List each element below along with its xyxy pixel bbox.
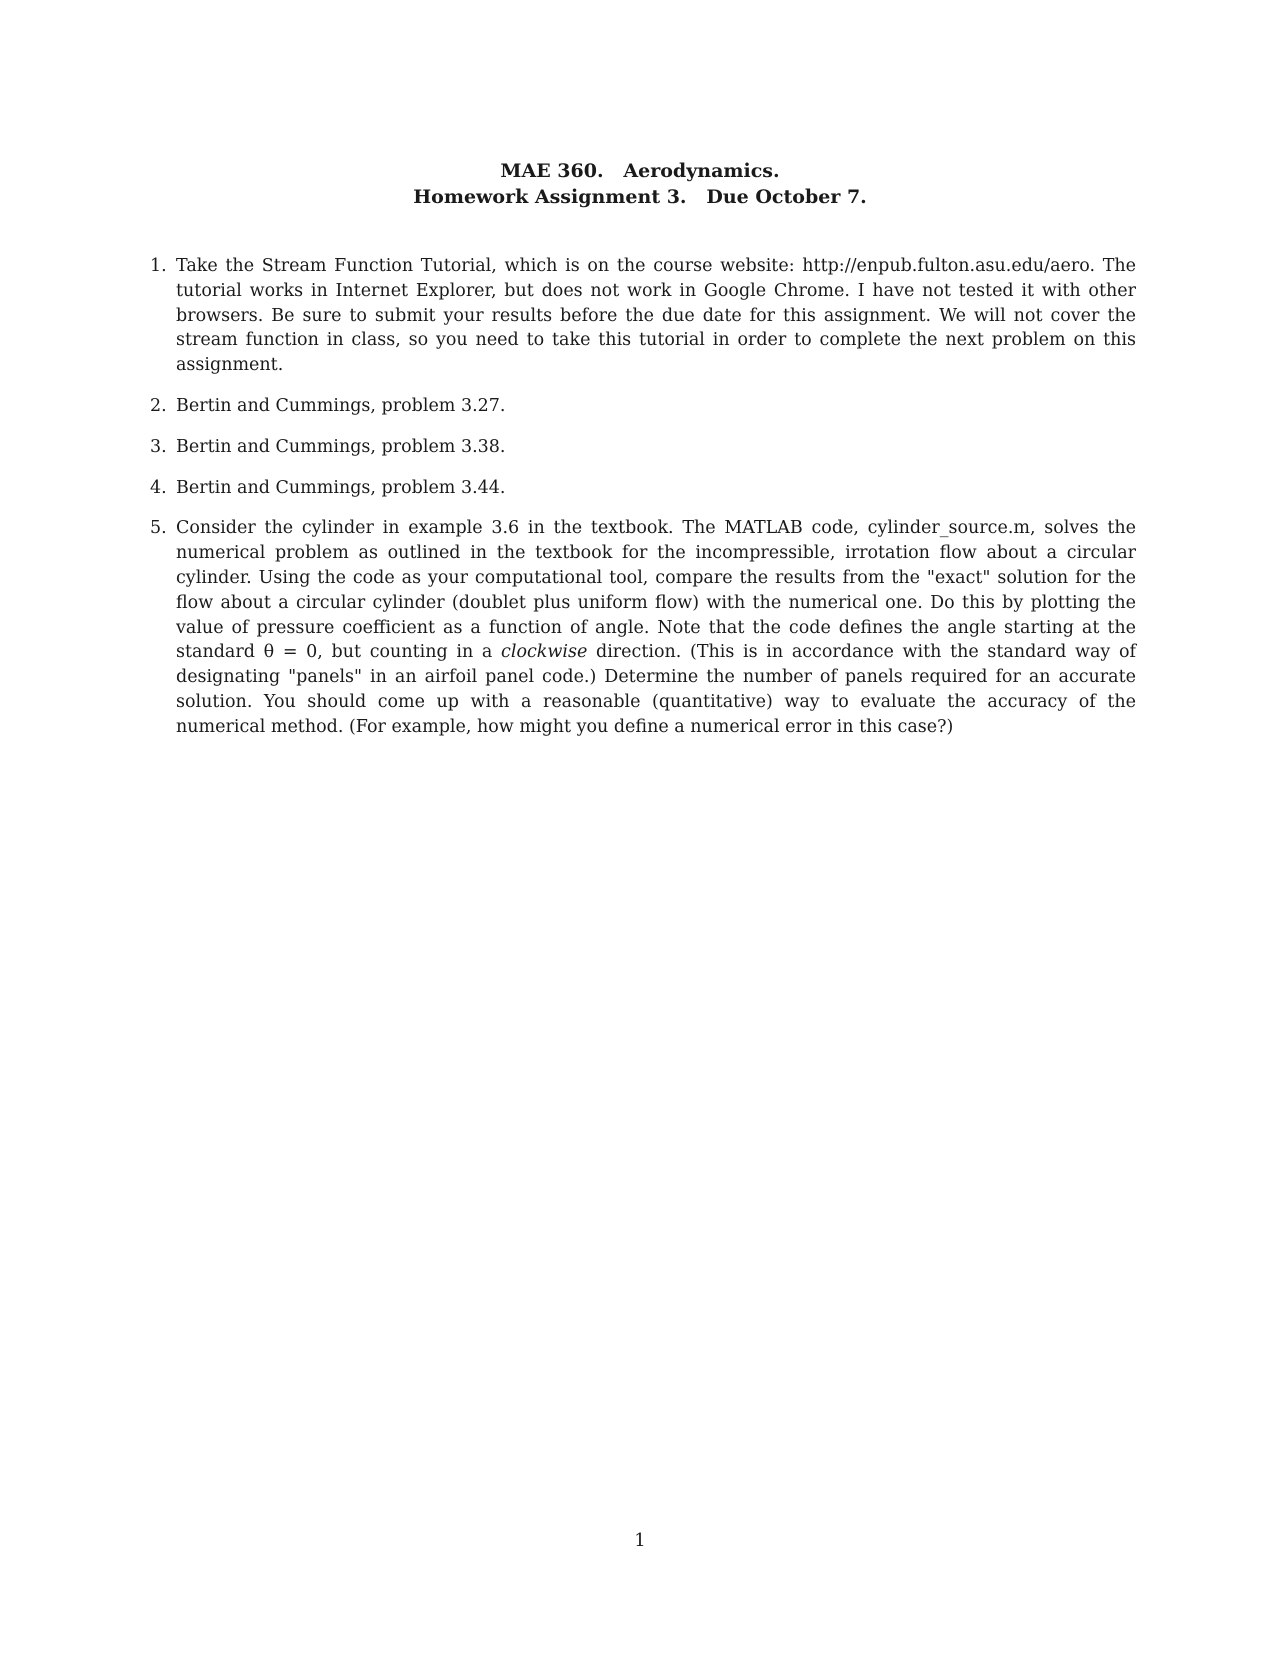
- problem-text-part: Consider the cylinder in example 3.6 in the textbook. The MATLAB code, cylinder_source.m, solves the numerical problem as outlined in the textbook for the incompressible, irrotation flow about a circular cylinder. Using the code as your computational tool, compare the results from the "exact" solution for the flow about a circular cylinder (doublet plus uniform flow) with the numerical one. Do this by plotting the value of pressure coefficient as a function of angle. Note that the code defines the angle starting at the standard θ = 0, but counting in a: [176, 518, 1136, 663]
- document-header: [0, 158, 1280, 210]
- problem-1: [150, 254, 1136, 378]
- problem-list: [150, 254, 1136, 756]
- problem-4: [150, 476, 1136, 501]
- problem-text-part: direction. (This is in accordance with the standard way of designating "panels" in an airfoil panel code.) Determine the number of panels required for an accurate solution. You should come up with a reasonable (quantitative) way to evaluate the accuracy of the numerical method. (For example, how might you define a numerical error in this case?): [176, 642, 1136, 737]
- course-title: MAE 360. Aerodynamics.: [500, 160, 780, 182]
- problem-number: 4.: [150, 477, 167, 498]
- page-number: 1: [634, 1530, 646, 1551]
- problem-number: 1.: [150, 256, 167, 276]
- problem-text: [176, 518, 1136, 736]
- problem-text: Bertin and Cummings, problem 3.27.: [176, 395, 506, 416]
- problem-text: Bertin and Cummings, problem 3.44.: [176, 477, 506, 498]
- problem-text: Take the Stream Function Tutorial, which is on the course website: http://enpub.fulton.asu.edu/aero. The tutorial works in Internet Explorer, but does not work in Google Chrome. I have not tested it with other browsers. Be sure to submit your results before the due date for this assignment. We will not cover the stream function in class, so you need to take this tutorial in order to complete the next problem on this assignment.: [176, 256, 1136, 376]
- problem-number: 3.: [150, 436, 167, 457]
- problem-number: 5.: [150, 518, 167, 539]
- assignment-title: Homework Assignment 3. Due October 7.: [413, 186, 867, 208]
- problem-3: [150, 435, 1136, 460]
- problem-text: Bertin and Cummings, problem 3.38.: [176, 436, 506, 457]
- problem-2: [150, 394, 1136, 419]
- problem-5: [150, 516, 1136, 739]
- emphasized-word: clockwise: [501, 642, 588, 663]
- problem-number: 2.: [150, 395, 167, 416]
